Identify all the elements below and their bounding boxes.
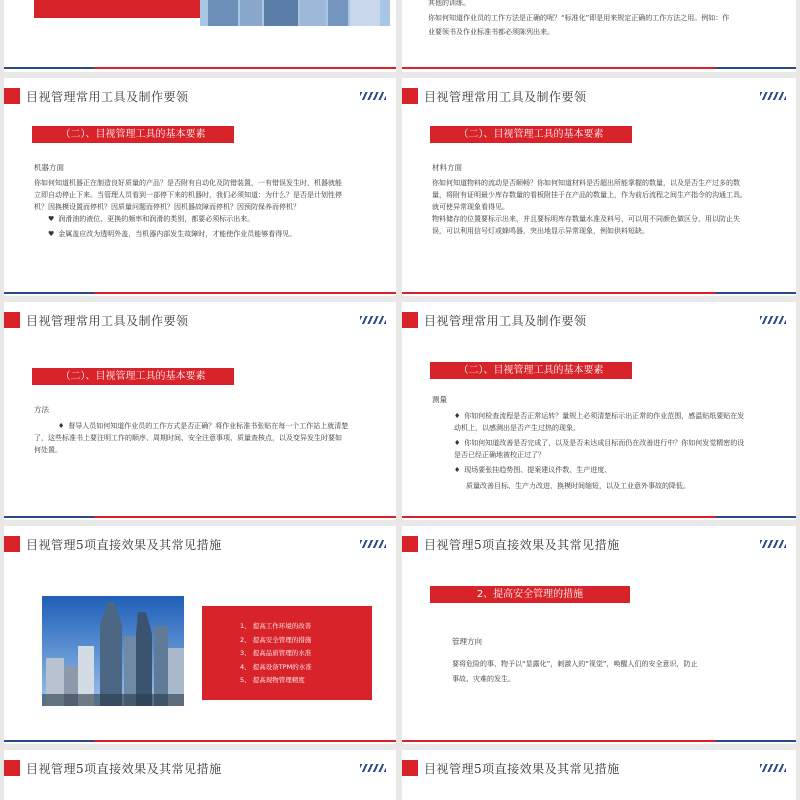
diamond-item: ♦ 现场要张挂趋势图、提案建议件数、生产进度、	[454, 464, 788, 476]
stripes-icon	[360, 92, 386, 100]
slide-title: 目视管理常用工具及制作要领	[26, 90, 189, 104]
header-square-icon	[4, 88, 20, 104]
material-label: 材料方面	[432, 163, 462, 172]
slide-divider	[4, 292, 396, 294]
slide-divider	[4, 740, 396, 742]
slide-header	[4, 534, 396, 556]
slide-measure	[402, 302, 796, 520]
slide-title: 目视管理5项直接效果及其常见措施	[26, 762, 222, 776]
header-square-icon	[4, 312, 20, 328]
slide-title: 目视管理常用工具及制作要领	[26, 314, 189, 328]
slide-bottom-right	[402, 750, 796, 800]
method-content: 方法 ♦ 督导人员如何知道作业员的工作方式是否正确？将作业标准书张贴在每一个工作站上就清楚 了，这些标准书上要注明工作的顺序、周期时间、安全注意事项、质量查核点，以及变异发生时要如 何处置。	[34, 404, 386, 456]
skyscraper-icon	[42, 596, 184, 706]
slide-title: 目视管理5项直接效果及其常见措施	[26, 538, 222, 552]
effect-item: 4、 提高设备TPM的水准	[240, 662, 312, 671]
skyscraper-icon	[200, 0, 390, 26]
section-bar: （二）、目视管理工具的基本要素	[32, 126, 234, 143]
slide-header	[4, 310, 396, 332]
standard-text: 其他的训练。 你如何知道作业员的工作方法是正确的呢？“标准化”即是用来规定正确的工作方法之用。例如：作 业要领书及作业标准书都必须陈列出来。	[428, 0, 730, 36]
stripes-icon	[360, 540, 386, 548]
section-bar: （二）、目视管理工具的基本要素	[430, 362, 632, 379]
building-image	[42, 596, 184, 706]
slide-effects	[4, 526, 396, 744]
effect-item: 1、 提高工作环境的改善	[240, 622, 312, 630]
slide-machine	[4, 78, 396, 296]
slide-top-left	[4, 0, 396, 72]
header-square-icon	[402, 312, 418, 328]
header-square-icon	[402, 536, 418, 552]
effects-list-box	[202, 606, 372, 700]
diamond-item: ♦ 督导人员如何知道作业员的工作方式是否正确？将作业标准书张贴在每一个工作站上就清楚	[58, 420, 386, 432]
header-square-icon	[402, 760, 418, 776]
bullet-item: ♥ 金属盖应改为透明外盖，当机器内部发生故障时，才能使作业员能够看得见。	[48, 228, 386, 240]
method-label: 方法	[34, 405, 49, 414]
slide-divider	[402, 516, 796, 518]
stripes-icon	[360, 316, 386, 324]
slide-divider	[402, 292, 796, 294]
safety-label: 管理方向	[452, 637, 482, 646]
slide-title: 目视管理5项直接效果及其常见措施	[424, 538, 620, 552]
slide-safety	[402, 526, 796, 744]
slide-bottom-left	[4, 750, 396, 800]
slide-method	[4, 302, 396, 520]
stripes-icon	[760, 92, 786, 100]
section-bar: 2、提高安全管理的措施	[430, 586, 630, 603]
safety-content: 管理方向 要将危险的事、物予以“显露化”，刺激人的“视觉”，唤醒人们的安全意识，防止 事故、灾难的发生。	[452, 636, 782, 685]
slide-top-right	[402, 0, 796, 72]
bullet-item: ♥ 润滑油的液位、更换的频率和润滑的类别，都要必须标示出来。	[48, 213, 386, 225]
slide-divider	[402, 740, 796, 742]
slide-header	[4, 86, 396, 108]
machine-label: 机器方面	[34, 163, 64, 172]
header-square-icon	[402, 88, 418, 104]
slide-header	[4, 758, 396, 780]
red-panel	[34, 0, 224, 18]
slide-divider	[402, 67, 796, 69]
stripes-icon	[760, 540, 786, 548]
slide-header	[402, 534, 796, 556]
slide-header	[402, 86, 796, 108]
diamond-item: ♦ 你如何检查流程是否正常运转？量规上必须清楚标示出正常的作业范围，感温贴纸要贴在发	[454, 410, 788, 422]
stripes-icon	[760, 316, 786, 324]
slide-title: 目视管理常用工具及制作要领	[424, 314, 587, 328]
machine-content: 机器方面 你如何知道机器正在制造良好质量的产品？是否附有自动化及防错装置，一有错误发生时，机器就能 立即自动停止下来。当管理人员看到一部停下来的机器时，我们必须知道：为什么？是否是计划性停 机？因换模设置而停机？因质量问题而停机？因机器故障而停机？因预防保养而停机？ ♥ 润滑油的液位、更换的频率和润滑的类别，都要必须标示出来。 ♥ 金属盖应改为透明外盖，当机器内部发生故障时，才能使作业员能够看得见。	[34, 162, 386, 240]
slide-title: 目视管理5项直接效果及其常见措施	[424, 762, 620, 776]
slide-material	[402, 78, 796, 296]
section-bar: （二）、目视管理工具的基本要素	[430, 126, 632, 143]
material-content: 材料方面 你如何知道物料的流动是否顺畅？你如何知道材料是否超出所能掌握的数量，以及是否生产过多的数 量，将附有证明最少库存数量的看板附挂于在产品的数量上，作为前后流程之间生产指令的沟通工具, 就可使异常现象看得见。 物料储存的位置要标示出来，并且要标明库存数量水准及料号，可以用不同颜色做区分，用以防止失 误，可以利用信号灯或蜂鸣器，突出地显示异常现象，例如供料短缺。	[432, 162, 788, 237]
slide-divider	[4, 67, 396, 69]
effect-item: 3、 提高品质管理的水准	[240, 649, 312, 657]
stripes-icon	[360, 764, 386, 772]
effect-item: 2、 提高安全管理的措施	[240, 635, 312, 644]
building-image	[200, 0, 390, 26]
slide-header	[402, 310, 796, 332]
diamond-item: ♦ 你如何知道改善是否完成了，以及是否未达成目标而仍在改善进行中？你如何发觉精密的设	[454, 437, 788, 449]
effect-item: 5、 提高现物管理精度	[240, 676, 305, 684]
slide-title: 目视管理常用工具及制作要领	[424, 90, 587, 104]
slide-divider	[4, 516, 396, 518]
measure-label: 测量	[432, 395, 447, 404]
header-square-icon	[4, 760, 20, 776]
section-bar: （二）、目视管理工具的基本要素	[32, 368, 234, 385]
stripes-icon	[760, 764, 786, 772]
header-square-icon	[4, 536, 20, 552]
slide-header	[402, 758, 796, 780]
measure-content: 测量 ♦ 你如何检查流程是否正常运转？量规上必须清楚标示出正常的作业范围，感温贴纸要贴在发 动机上，以感测出是否产生过热的现象。 ♦ 你如何知道改善是否完成了，以及是否未达成目标而仍在改善进行中？你如何发觉精密的设 是否已经正确地被校正过了？ ♦ 现场要张挂趋势图、提案建议件数、生产进度、 质量改善目标、生产力改进、换模时间缩短，以及工业意外事故的降低。	[432, 394, 788, 492]
